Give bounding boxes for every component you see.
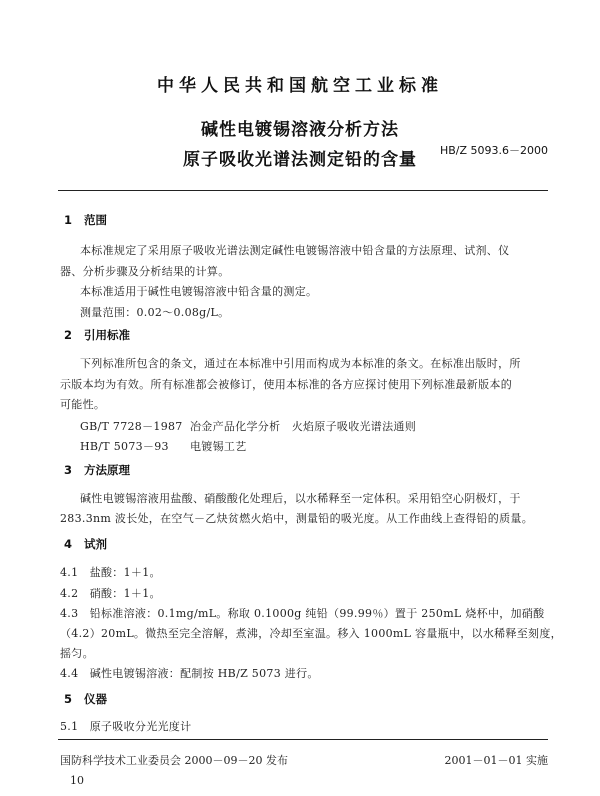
reagent-4-1: 4.1 盐酸：1＋1。 (60, 566, 161, 579)
section-2-heading (64, 327, 130, 343)
reagent-4-2: 4.2 硝酸：1＋1。 (60, 587, 161, 600)
section-4-heading (64, 536, 107, 552)
refs-paragraph-line-2: 示版本均为有效。所有标准都会被修订，使用本标准的各方应探讨使用下列标准最新版本的 (60, 378, 512, 391)
scope-paragraph-1-line-2: 器、分析步骤及分析结果的计算。 (60, 265, 230, 278)
reagent-4-3-line-3: 摇匀。 (60, 647, 94, 660)
section-5-title: 仪器 (84, 692, 107, 706)
section-4-number: 4 (64, 537, 73, 551)
top-rule (58, 190, 548, 191)
reagent-4-3-line-2: （4.2）20mL。微热至完全溶解，煮沸，冷却至室温。移入 1000mL 容量瓶中，以水稀释至刻度， (60, 627, 562, 640)
section-3-title: 方法原理 (84, 463, 130, 477)
section-1-title: 范围 (84, 213, 107, 227)
section-2-number: 2 (64, 328, 73, 342)
document-title-line-2: 原子吸收光谱法测定铅的含量 (183, 150, 417, 170)
principle-line-2: 283.3nm 波长处，在空气－乙炔贫燃火焰中，测量铅的吸光度。从工作曲线上查得铅的质量。 (60, 512, 533, 525)
section-5-number: 5 (64, 692, 73, 706)
implementation-date: 2001－01－01 实施 (444, 754, 548, 767)
principle-line-1: 碱性电镀锡溶液用盐酸、硝酸酸化处理后，以水稀释至一定体积。采用铅空心阴极灯，于 (80, 492, 521, 505)
section-2-title: 引用标准 (84, 328, 130, 342)
refs-paragraph-line-3: 可能性。 (60, 398, 106, 411)
scope-paragraph-1-line-1: 本标准规定了采用原子吸收光谱法测定碱性电镀锡溶液中铅含量的方法原理、试剂、仪 (80, 244, 510, 257)
reference-2-name: 电镀锡工艺 (190, 440, 247, 453)
reagent-4-3-line-1: 4.3 铅标准溶液：0.1mg/mL。称取 0.1000g 纯铅（99.99％）置于 250mL 烧杯中，加硝酸 (60, 607, 545, 620)
section-5-heading (64, 691, 107, 707)
section-3-number: 3 (64, 463, 73, 477)
standard-category-header: 中华人民共和国航空工业标准 (157, 76, 443, 96)
page-number: 10 (70, 774, 84, 787)
section-1-heading (64, 212, 107, 228)
instrument-5-1: 5.1 原子吸收分光光度计 (60, 720, 192, 733)
reagent-4-4: 4.4 碱性电镀锡溶液：配制按 HB/Z 5073 进行。 (60, 667, 319, 680)
reference-1-code: GB/T 7728－1987 (80, 420, 183, 433)
scope-paragraph-2: 本标准适用于碱性电镀锡溶液中铅含量的测定。 (80, 285, 318, 298)
refs-paragraph-line-1: 下列标准所包含的条文，通过在本标准中引用而构成为本标准的条文。在标准出版时，所 (80, 357, 521, 370)
issue-date: 国防科学技术工业委员会 2000－09－20 发布 (60, 754, 288, 767)
reference-1-name: 冶金产品化学分析 火焰原子吸收光谱法通则 (190, 420, 416, 433)
document-title-line-1: 碱性电镀锡溶液分析方法 (201, 120, 399, 140)
standard-number: HB/Z 5093.6－2000 (439, 144, 548, 157)
section-3-heading (64, 462, 130, 478)
section-1-number: 1 (64, 213, 73, 227)
scope-measurement-range: 测量范围：0.02～0.08g/L。 (80, 306, 230, 319)
reference-2-code: HB/T 5073－93 (80, 440, 169, 453)
bottom-rule (58, 739, 548, 740)
section-4-title: 试剂 (84, 537, 107, 551)
